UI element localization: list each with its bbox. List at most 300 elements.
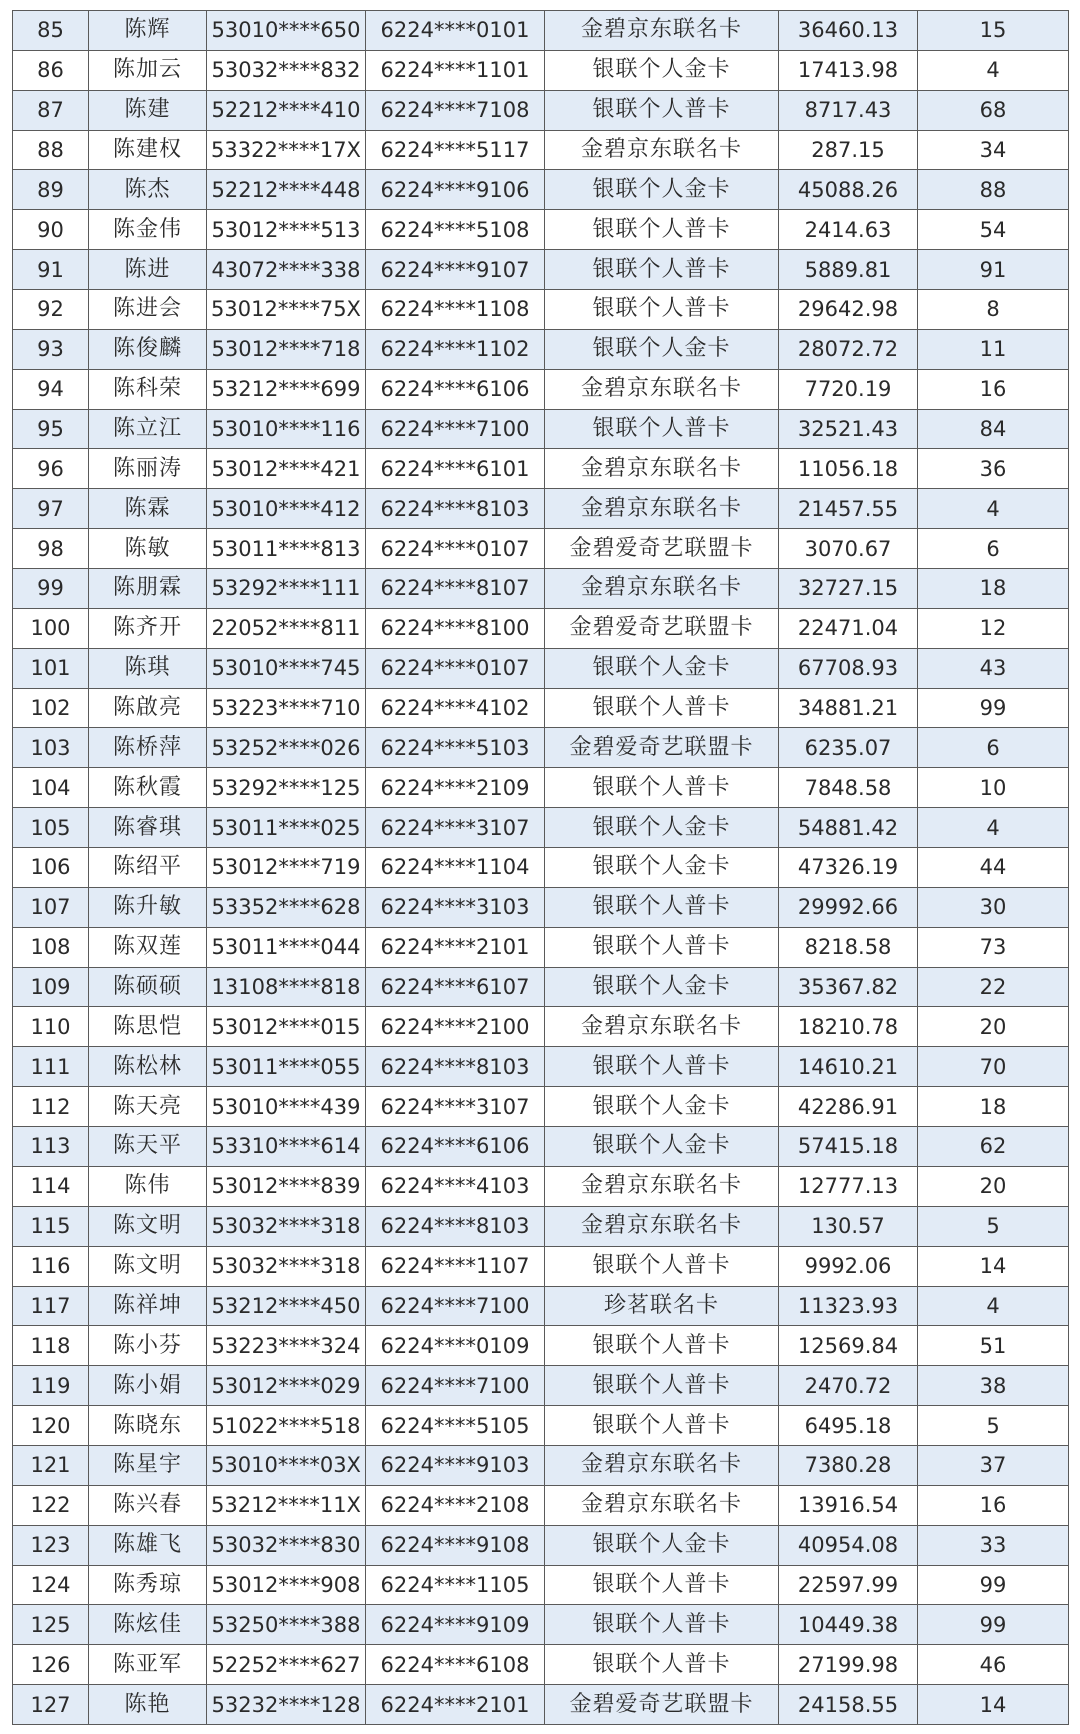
amount-cell: 36460.13 [779, 11, 918, 51]
card-number-cell: 6224****7100 [366, 1366, 545, 1406]
table-row [13, 529, 1069, 569]
count-cell: 38 [918, 1366, 1069, 1406]
holder-name-cell: 陈丽涛 [89, 449, 207, 489]
holder-name-cell: 陈进 [89, 250, 207, 290]
id-number-cell: 53012****015 [207, 1007, 366, 1047]
id-number-cell: 53252****026 [207, 728, 366, 768]
table-row [13, 409, 1069, 449]
id-number-cell: 53012****719 [207, 848, 366, 888]
row-number-cell: 86 [13, 50, 89, 90]
holder-name-cell: 陈朋霖 [89, 569, 207, 609]
card-type-cell: 银联个人普卡 [545, 1326, 779, 1366]
count-cell: 10 [918, 768, 1069, 808]
table-row [13, 887, 1069, 927]
account-table [12, 10, 1069, 1725]
card-type-cell: 银联个人普卡 [545, 1047, 779, 1087]
card-type-cell: 银联个人普卡 [545, 1565, 779, 1605]
id-number-cell: 53032****830 [207, 1525, 366, 1565]
card-type-cell: 银联个人普卡 [545, 210, 779, 250]
card-number-cell: 6224****6106 [366, 1127, 545, 1167]
row-number-cell: 109 [13, 967, 89, 1007]
card-type-cell: 银联个人普卡 [545, 688, 779, 728]
card-type-cell: 银联个人金卡 [545, 1087, 779, 1127]
id-number-cell: 53010****116 [207, 409, 366, 449]
holder-name-cell: 陈齐开 [89, 608, 207, 648]
amount-cell: 45088.26 [779, 170, 918, 210]
table-row [13, 369, 1069, 409]
amount-cell: 2414.63 [779, 210, 918, 250]
row-number-cell: 88 [13, 130, 89, 170]
id-number-cell: 53011****055 [207, 1047, 366, 1087]
holder-name-cell: 陈星宇 [89, 1445, 207, 1485]
id-number-cell: 53012****421 [207, 449, 366, 489]
count-cell: 18 [918, 569, 1069, 609]
amount-cell: 8218.58 [779, 927, 918, 967]
table-row [13, 1326, 1069, 1366]
card-number-cell: 6224****8103 [366, 1047, 545, 1087]
table-row [13, 648, 1069, 688]
count-cell: 6 [918, 529, 1069, 569]
count-cell: 12 [918, 608, 1069, 648]
count-cell: 4 [918, 50, 1069, 90]
id-number-cell: 53010****03X [207, 1445, 366, 1485]
card-number-cell: 6224****1102 [366, 329, 545, 369]
card-number-cell: 6224****7100 [366, 1286, 545, 1326]
row-number-cell: 98 [13, 529, 89, 569]
holder-name-cell: 陈立江 [89, 409, 207, 449]
table-row [13, 130, 1069, 170]
id-number-cell: 52252****627 [207, 1645, 366, 1685]
row-number-cell: 110 [13, 1007, 89, 1047]
holder-name-cell: 陈双莲 [89, 927, 207, 967]
id-number-cell: 53223****324 [207, 1326, 366, 1366]
table-row [13, 1286, 1069, 1326]
card-number-cell: 6224****2109 [366, 768, 545, 808]
table-row [13, 1685, 1069, 1725]
count-cell: 46 [918, 1645, 1069, 1685]
table-row [13, 1047, 1069, 1087]
row-number-cell: 95 [13, 409, 89, 449]
row-number-cell: 106 [13, 848, 89, 888]
id-number-cell: 43072****338 [207, 250, 366, 290]
card-number-cell: 6224****1105 [366, 1565, 545, 1605]
row-number-cell: 93 [13, 329, 89, 369]
card-type-cell: 金碧京东联名卡 [545, 569, 779, 609]
count-cell: 20 [918, 1166, 1069, 1206]
id-number-cell: 53212****11X [207, 1485, 366, 1525]
holder-name-cell: 陈杰 [89, 170, 207, 210]
amount-cell: 22471.04 [779, 608, 918, 648]
card-type-cell: 银联个人普卡 [545, 887, 779, 927]
id-number-cell: 53232****128 [207, 1685, 366, 1725]
card-number-cell: 6224****2101 [366, 927, 545, 967]
amount-cell: 10449.38 [779, 1605, 918, 1645]
table-row [13, 967, 1069, 1007]
table-row [13, 1127, 1069, 1167]
count-cell: 33 [918, 1525, 1069, 1565]
count-cell: 99 [918, 1565, 1069, 1605]
card-type-cell: 银联个人金卡 [545, 50, 779, 90]
amount-cell: 6495.18 [779, 1406, 918, 1446]
amount-cell: 7380.28 [779, 1445, 918, 1485]
table-row [13, 210, 1069, 250]
table-row [13, 1206, 1069, 1246]
table-row [13, 90, 1069, 130]
id-number-cell: 53012****75X [207, 290, 366, 330]
count-cell: 51 [918, 1326, 1069, 1366]
count-cell: 44 [918, 848, 1069, 888]
count-cell: 15 [918, 11, 1069, 51]
row-number-cell: 85 [13, 11, 89, 51]
id-number-cell: 52212****448 [207, 170, 366, 210]
card-number-cell: 6224****0107 [366, 529, 545, 569]
card-number-cell: 6224****1101 [366, 50, 545, 90]
table-row [13, 1645, 1069, 1685]
card-type-cell: 银联个人金卡 [545, 808, 779, 848]
holder-name-cell: 陈硕硕 [89, 967, 207, 1007]
table-row [13, 250, 1069, 290]
id-number-cell: 53032****318 [207, 1206, 366, 1246]
amount-cell: 40954.08 [779, 1525, 918, 1565]
card-type-cell: 金碧京东联名卡 [545, 11, 779, 51]
count-cell: 99 [918, 1605, 1069, 1645]
table-row [13, 170, 1069, 210]
holder-name-cell: 陈科荣 [89, 369, 207, 409]
row-number-cell: 102 [13, 688, 89, 728]
card-type-cell: 银联个人金卡 [545, 648, 779, 688]
card-number-cell: 6224****3103 [366, 887, 545, 927]
row-number-cell: 113 [13, 1127, 89, 1167]
table-row [13, 1406, 1069, 1446]
row-number-cell: 118 [13, 1326, 89, 1366]
count-cell: 16 [918, 369, 1069, 409]
holder-name-cell: 陈思恺 [89, 1007, 207, 1047]
holder-name-cell: 陈霖 [89, 489, 207, 529]
count-cell: 68 [918, 90, 1069, 130]
table-row [13, 489, 1069, 529]
holder-name-cell: 陈啟亮 [89, 688, 207, 728]
holder-name-cell: 陈兴春 [89, 1485, 207, 1525]
card-number-cell: 6224****7100 [366, 409, 545, 449]
table-row [13, 329, 1069, 369]
amount-cell: 5889.81 [779, 250, 918, 290]
holder-name-cell: 陈桥萍 [89, 728, 207, 768]
card-type-cell: 金碧京东联名卡 [545, 1206, 779, 1246]
card-number-cell: 6224****3107 [366, 808, 545, 848]
card-type-cell: 银联个人普卡 [545, 1645, 779, 1685]
id-number-cell: 53012****908 [207, 1565, 366, 1605]
id-number-cell: 22052****811 [207, 608, 366, 648]
amount-cell: 287.15 [779, 130, 918, 170]
amount-cell: 28072.72 [779, 329, 918, 369]
card-type-cell: 银联个人普卡 [545, 1246, 779, 1286]
amount-cell: 29992.66 [779, 887, 918, 927]
table-row [13, 1166, 1069, 1206]
table-row [13, 608, 1069, 648]
row-number-cell: 112 [13, 1087, 89, 1127]
count-cell: 88 [918, 170, 1069, 210]
card-type-cell: 金碧爱奇艺联盟卡 [545, 529, 779, 569]
id-number-cell: 53012****718 [207, 329, 366, 369]
card-number-cell: 6224****5108 [366, 210, 545, 250]
holder-name-cell: 陈文明 [89, 1246, 207, 1286]
row-number-cell: 91 [13, 250, 89, 290]
count-cell: 8 [918, 290, 1069, 330]
row-number-cell: 115 [13, 1206, 89, 1246]
card-number-cell: 6224****9106 [366, 170, 545, 210]
amount-cell: 9992.06 [779, 1246, 918, 1286]
amount-cell: 130.57 [779, 1206, 918, 1246]
card-type-cell: 银联个人普卡 [545, 290, 779, 330]
row-number-cell: 122 [13, 1485, 89, 1525]
amount-cell: 42286.91 [779, 1087, 918, 1127]
holder-name-cell: 陈炫佳 [89, 1605, 207, 1645]
card-type-cell: 银联个人普卡 [545, 90, 779, 130]
card-type-cell: 银联个人普卡 [545, 250, 779, 290]
card-type-cell: 银联个人金卡 [545, 967, 779, 1007]
amount-cell: 8717.43 [779, 90, 918, 130]
holder-name-cell: 陈伟 [89, 1166, 207, 1206]
row-number-cell: 105 [13, 808, 89, 848]
card-type-cell: 金碧京东联名卡 [545, 489, 779, 529]
count-cell: 14 [918, 1246, 1069, 1286]
card-type-cell: 银联个人金卡 [545, 1127, 779, 1167]
table-row [13, 1246, 1069, 1286]
card-type-cell: 银联个人普卡 [545, 1406, 779, 1446]
card-number-cell: 6224****5103 [366, 728, 545, 768]
amount-cell: 7720.19 [779, 369, 918, 409]
id-number-cell: 53012****839 [207, 1166, 366, 1206]
id-number-cell: 53011****044 [207, 927, 366, 967]
amount-cell: 11056.18 [779, 449, 918, 489]
row-number-cell: 96 [13, 449, 89, 489]
amount-cell: 67708.93 [779, 648, 918, 688]
amount-cell: 57415.18 [779, 1127, 918, 1167]
count-cell: 99 [918, 688, 1069, 728]
holder-name-cell: 陈睿琪 [89, 808, 207, 848]
card-number-cell: 6224****0109 [366, 1326, 545, 1366]
id-number-cell: 53292****125 [207, 768, 366, 808]
id-number-cell: 53352****628 [207, 887, 366, 927]
row-number-cell: 111 [13, 1047, 89, 1087]
count-cell: 70 [918, 1047, 1069, 1087]
count-cell: 20 [918, 1007, 1069, 1047]
amount-cell: 22597.99 [779, 1565, 918, 1605]
count-cell: 37 [918, 1445, 1069, 1485]
card-number-cell: 6224****1104 [366, 848, 545, 888]
card-number-cell: 6224****7108 [366, 90, 545, 130]
card-number-cell: 6224****4103 [366, 1166, 545, 1206]
holder-name-cell: 陈进会 [89, 290, 207, 330]
row-number-cell: 114 [13, 1166, 89, 1206]
row-number-cell: 120 [13, 1406, 89, 1446]
table-row [13, 1445, 1069, 1485]
amount-cell: 6235.07 [779, 728, 918, 768]
card-type-cell: 金碧爱奇艺联盟卡 [545, 1685, 779, 1725]
holder-name-cell: 陈建 [89, 90, 207, 130]
table-body [13, 11, 1069, 1725]
card-number-cell: 6224****0107 [366, 648, 545, 688]
card-type-cell: 金碧京东联名卡 [545, 1007, 779, 1047]
table-row [13, 808, 1069, 848]
count-cell: 5 [918, 1406, 1069, 1446]
holder-name-cell: 陈秀琼 [89, 1565, 207, 1605]
card-number-cell: 6224****8107 [366, 569, 545, 609]
table-row [13, 11, 1069, 51]
amount-cell: 18210.78 [779, 1007, 918, 1047]
table-row [13, 1525, 1069, 1565]
holder-name-cell: 陈艳 [89, 1685, 207, 1725]
card-number-cell: 6224****6106 [366, 369, 545, 409]
id-number-cell: 53292****111 [207, 569, 366, 609]
id-number-cell: 53012****513 [207, 210, 366, 250]
table-row [13, 50, 1069, 90]
table-row [13, 290, 1069, 330]
count-cell: 5 [918, 1206, 1069, 1246]
card-number-cell: 6224****1108 [366, 290, 545, 330]
holder-name-cell: 陈琪 [89, 648, 207, 688]
count-cell: 54 [918, 210, 1069, 250]
table-row [13, 1087, 1069, 1127]
id-number-cell: 13108****818 [207, 967, 366, 1007]
count-cell: 91 [918, 250, 1069, 290]
amount-cell: 2470.72 [779, 1366, 918, 1406]
amount-cell: 47326.19 [779, 848, 918, 888]
id-number-cell: 53012****029 [207, 1366, 366, 1406]
card-number-cell: 6224****9103 [366, 1445, 545, 1485]
row-number-cell: 97 [13, 489, 89, 529]
row-number-cell: 94 [13, 369, 89, 409]
id-number-cell: 53032****318 [207, 1246, 366, 1286]
table-row [13, 927, 1069, 967]
holder-name-cell: 陈小娟 [89, 1366, 207, 1406]
amount-cell: 12777.13 [779, 1166, 918, 1206]
id-number-cell: 53011****813 [207, 529, 366, 569]
count-cell: 43 [918, 648, 1069, 688]
holder-name-cell: 陈金伟 [89, 210, 207, 250]
card-number-cell: 6224****5117 [366, 130, 545, 170]
card-type-cell: 金碧京东联名卡 [545, 369, 779, 409]
amount-cell: 29642.98 [779, 290, 918, 330]
card-number-cell: 6224****3107 [366, 1087, 545, 1127]
amount-cell: 35367.82 [779, 967, 918, 1007]
id-number-cell: 53011****025 [207, 808, 366, 848]
amount-cell: 7848.58 [779, 768, 918, 808]
amount-cell: 27199.98 [779, 1645, 918, 1685]
holder-name-cell: 陈亚军 [89, 1645, 207, 1685]
card-type-cell: 珍茗联名卡 [545, 1286, 779, 1326]
card-number-cell: 6224****8100 [366, 608, 545, 648]
card-type-cell: 银联个人金卡 [545, 170, 779, 210]
card-number-cell: 6224****9108 [366, 1525, 545, 1565]
amount-cell: 3070.67 [779, 529, 918, 569]
card-type-cell: 金碧京东联名卡 [545, 1166, 779, 1206]
table-row [13, 848, 1069, 888]
row-number-cell: 108 [13, 927, 89, 967]
count-cell: 4 [918, 489, 1069, 529]
count-cell: 6 [918, 728, 1069, 768]
card-number-cell: 6224****2101 [366, 1685, 545, 1725]
id-number-cell: 53010****439 [207, 1087, 366, 1127]
id-number-cell: 53212****450 [207, 1286, 366, 1326]
id-number-cell: 53223****710 [207, 688, 366, 728]
card-number-cell: 6224****6108 [366, 1645, 545, 1685]
holder-name-cell: 陈加云 [89, 50, 207, 90]
row-number-cell: 101 [13, 648, 89, 688]
count-cell: 34 [918, 130, 1069, 170]
row-number-cell: 123 [13, 1525, 89, 1565]
count-cell: 84 [918, 409, 1069, 449]
card-type-cell: 银联个人金卡 [545, 848, 779, 888]
id-number-cell: 53310****614 [207, 1127, 366, 1167]
holder-name-cell: 陈绍平 [89, 848, 207, 888]
id-number-cell: 53010****650 [207, 11, 366, 51]
card-type-cell: 银联个人普卡 [545, 927, 779, 967]
holder-name-cell: 陈小芬 [89, 1326, 207, 1366]
card-type-cell: 金碧京东联名卡 [545, 1485, 779, 1525]
row-number-cell: 116 [13, 1246, 89, 1286]
holder-name-cell: 陈天亮 [89, 1087, 207, 1127]
card-type-cell: 金碧京东联名卡 [545, 130, 779, 170]
amount-cell: 54881.42 [779, 808, 918, 848]
row-number-cell: 103 [13, 728, 89, 768]
holder-name-cell: 陈俊麟 [89, 329, 207, 369]
amount-cell: 34881.21 [779, 688, 918, 728]
card-number-cell: 6224****9107 [366, 250, 545, 290]
row-number-cell: 104 [13, 768, 89, 808]
card-number-cell: 6224****4102 [366, 688, 545, 728]
amount-cell: 17413.98 [779, 50, 918, 90]
row-number-cell: 92 [13, 290, 89, 330]
id-number-cell: 53032****832 [207, 50, 366, 90]
count-cell: 11 [918, 329, 1069, 369]
table-row [13, 1366, 1069, 1406]
card-type-cell: 金碧京东联名卡 [545, 1445, 779, 1485]
row-number-cell: 125 [13, 1605, 89, 1645]
row-number-cell: 127 [13, 1685, 89, 1725]
amount-cell: 12569.84 [779, 1326, 918, 1366]
table-row [13, 1565, 1069, 1605]
holder-name-cell: 陈天平 [89, 1127, 207, 1167]
count-cell: 73 [918, 927, 1069, 967]
row-number-cell: 117 [13, 1286, 89, 1326]
id-number-cell: 51022****518 [207, 1406, 366, 1446]
table-row [13, 1605, 1069, 1645]
table-row [13, 449, 1069, 489]
card-number-cell: 6224****2100 [366, 1007, 545, 1047]
row-number-cell: 99 [13, 569, 89, 609]
card-type-cell: 银联个人普卡 [545, 1366, 779, 1406]
card-type-cell: 金碧爱奇艺联盟卡 [545, 728, 779, 768]
card-type-cell: 银联个人金卡 [545, 1525, 779, 1565]
row-number-cell: 126 [13, 1645, 89, 1685]
card-type-cell: 金碧京东联名卡 [545, 449, 779, 489]
holder-name-cell: 陈文明 [89, 1206, 207, 1246]
row-number-cell: 89 [13, 170, 89, 210]
count-cell: 22 [918, 967, 1069, 1007]
card-type-cell: 银联个人普卡 [545, 768, 779, 808]
card-type-cell: 银联个人金卡 [545, 329, 779, 369]
row-number-cell: 107 [13, 887, 89, 927]
table-row [13, 688, 1069, 728]
row-number-cell: 119 [13, 1366, 89, 1406]
card-number-cell: 6224****9109 [366, 1605, 545, 1645]
amount-cell: 24158.55 [779, 1685, 918, 1725]
card-number-cell: 6224****8103 [366, 1206, 545, 1246]
holder-name-cell: 陈建权 [89, 130, 207, 170]
holder-name-cell: 陈晓东 [89, 1406, 207, 1446]
count-cell: 30 [918, 887, 1069, 927]
